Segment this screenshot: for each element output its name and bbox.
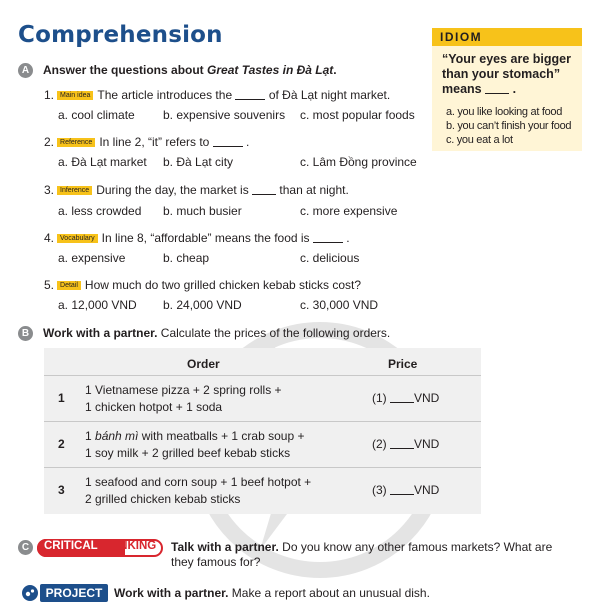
question-1: 1. Main idea The article introduces the of Đà Lạt night market. <box>44 88 391 102</box>
section-c-instruction: Talk with a partner. Do you know any other famous markets? What are they famous for? <box>171 540 553 569</box>
page-title: Comprehension <box>18 22 223 48</box>
table-row-number: 2 <box>58 437 65 451</box>
project-label: PROJECT <box>40 584 108 602</box>
section-b-badge: B <box>18 326 33 341</box>
table-header-divider <box>44 375 481 376</box>
project-instruction: Work with a partner. Make a report about an unusual dish. <box>114 586 430 600</box>
idiom-option[interactable]: b. you can’t finish your food <box>446 120 572 132</box>
question-tag: Detail <box>57 281 81 290</box>
option[interactable]: a. expensive <box>58 251 126 265</box>
table-row-price[interactable]: (2) VND <box>372 437 440 451</box>
idiom-header: IDIOM <box>432 28 582 46</box>
section-b-instruction: Work with a partner. Calculate the prices of the following orders. <box>43 326 391 340</box>
section-a-instruction: Answer the questions about Great Tastes in Đà Lạt. <box>43 63 337 77</box>
question-tag: Vocabulary <box>57 234 98 243</box>
table-row-price[interactable]: (3) VND <box>372 483 440 497</box>
table-row-price[interactable]: (1) VND <box>372 391 440 405</box>
option[interactable]: b. cheap <box>163 251 210 265</box>
option[interactable]: c. most popular foods <box>300 108 415 122</box>
option[interactable]: c. Lâm Đồng province <box>300 155 417 169</box>
question-2: 2. Reference In line 2, “it” refers to . <box>44 135 250 149</box>
table-header-price: Price <box>388 357 418 371</box>
question-tag: Inference <box>57 186 92 195</box>
option[interactable]: c. 30,000 VND <box>300 298 379 312</box>
option[interactable]: b. Đà Lạt city <box>163 155 234 169</box>
option[interactable]: a. Đà Lạt market <box>58 155 147 169</box>
option[interactable]: a. 12,000 VND <box>58 298 137 312</box>
table-header-order: Order <box>187 357 220 371</box>
question-tag: Main idea <box>57 91 93 100</box>
table-row-number: 3 <box>58 483 65 497</box>
critical-thinking-label: CRITICAL THINKING <box>44 540 157 552</box>
option[interactable]: a. cool climate <box>58 108 135 122</box>
table-row-divider <box>44 467 481 468</box>
table-row-number: 1 <box>58 391 65 405</box>
idiom-option[interactable]: a. you like looking at food <box>446 106 563 118</box>
option[interactable]: c. delicious <box>300 251 360 265</box>
option[interactable]: b. much busier <box>163 204 242 218</box>
table-row-order: 1 Vietnamese pizza + 2 spring rolls + 1 chicken hotpot + 1 soda <box>85 383 282 414</box>
idiom-quote: “Your eyes are bigger than your stomach” means . <box>442 52 571 96</box>
option[interactable]: c. more expensive <box>300 204 398 218</box>
option[interactable]: b. expensive souvenirs <box>163 108 286 122</box>
idiom-option[interactable]: c. you eat a lot <box>446 134 513 146</box>
section-c-badge: C <box>18 540 33 555</box>
option[interactable]: b. 24,000 VND <box>163 298 242 312</box>
option[interactable]: a. less crowded <box>58 204 142 218</box>
question-tag: Reference <box>57 138 95 147</box>
table-row-divider <box>44 421 481 422</box>
table-row-order: 1 bánh mì with meatballs + 1 crab soup + 1 soy milk + 2 grilled beef kebab sticks <box>85 429 305 460</box>
question-3: 3. Inference During the day, the market is than at night. <box>44 183 349 197</box>
table-row-order: 1 seafood and corn soup + 1 beef hotpot + 2 grilled chicken kebab sticks <box>85 475 312 506</box>
question-5: 5. Detail How much do two grilled chicken kebab sticks cost? <box>44 278 362 292</box>
question-4: 4. Vocabulary In line 8, “affordable” means the food is . <box>44 231 350 245</box>
section-a-badge: A <box>18 63 33 78</box>
project-icon <box>22 585 38 601</box>
